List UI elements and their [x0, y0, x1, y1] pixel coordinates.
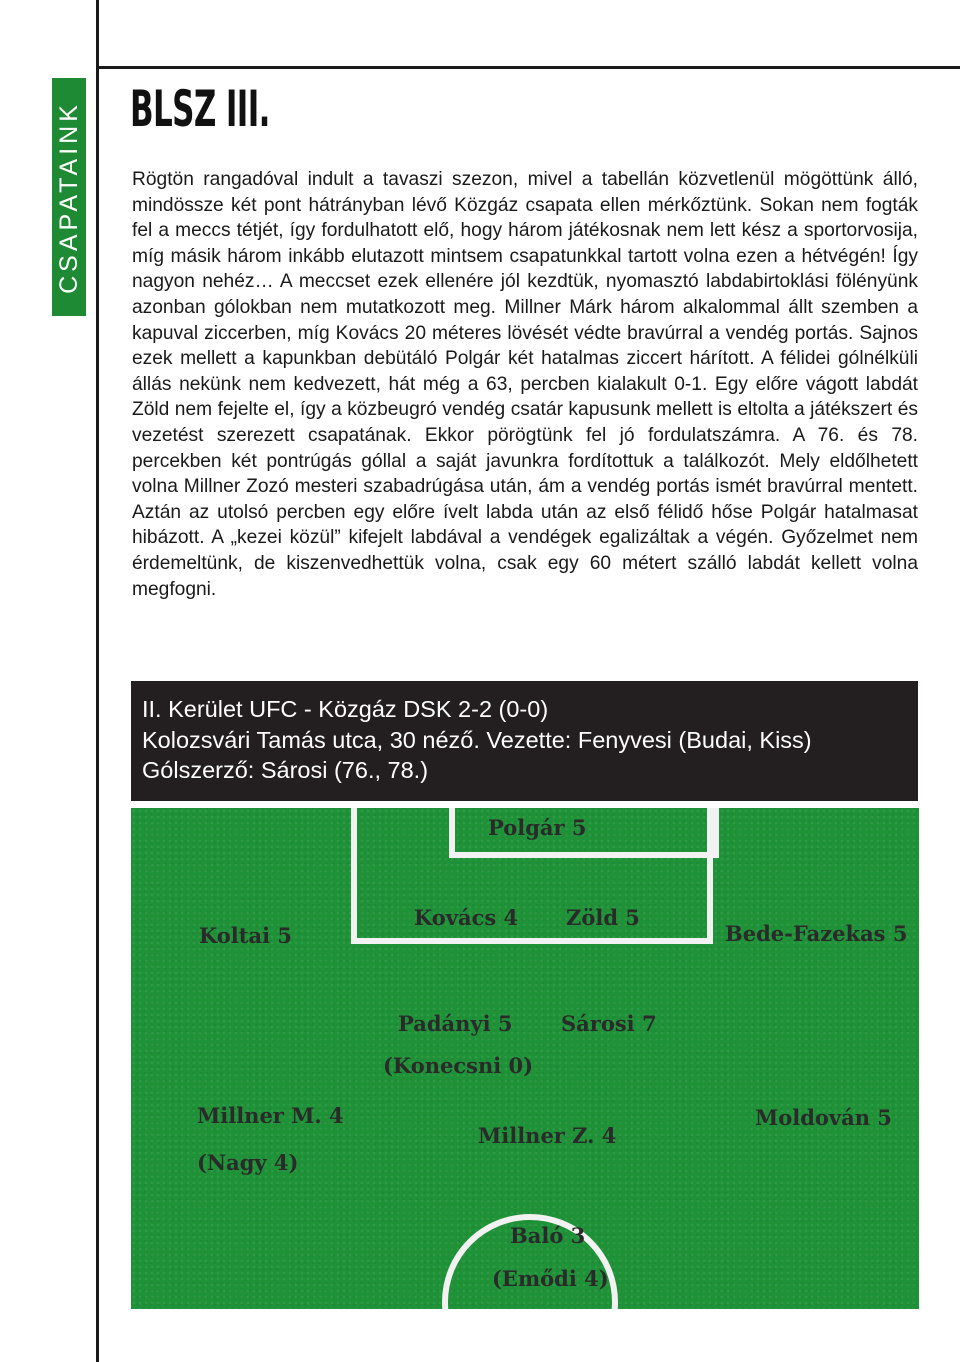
player-right-wing: Moldován 5: [755, 1105, 892, 1130]
article-body: Rögtön rangadóval indult a tavaszi szezon, mivel a tabellán közvetlenül mögöttünk álló, mindössze két pont hátrányban lévő Közgáz csapata ellen mérkőztünk. Sokan nem fogták fel a meccs tétjét, így fordulhatott elő, hogy három játékosnak nem lett kész a sportorvosija, míg másik három inkább elutazott mintsem csapatunkkal tartott volna ezen a hétvégén! Így nagyon nehéz… A meccset ezek ellenére jól kezdtük, nyomasztó labdabirtoklási fölényünk azonban gólokban nem mutatkozott meg. Millner Márk három alkalommal állt szemben a kapuval ziccerben, míg Kovács 20 méteres lövését védte bravúrral a vendég portás. Sajnos ezek mellett a kapunkban debütáló Polgár két hatalmas ziccert hárított. A félidei gólnélküli állás nekünk nem kedvezett, hát még a 63, percben kialakult 0-1. Egy előre vágott labdát Zöld nem fejelte el, így a közbeugró vendég csatár kapusunk mellett is eltolta a játékszert és vezetést szerezett csapatának. Ekkor pörögtünk fel jó fordulatszámra. A 76. és 78. percekben két pontrúgás góllal a saját javunkra fordítottuk a találkozót. Mely eldőlhetett volna Millner Zozó mesteri szabadrúgása után, ám a vendég portás ismét bravúrral mentett. Aztán az utolsó percben egy előre ívelt labda után az első félidő hőse Polgár hatalmasat hibázott. A „kezei közül” kifejelt labdával a vendégek egalizáltak a végén. Győzelmet nem érdemeltünk, de kiszenvedhettük volna, csak egy 60 métert szálló labdát kellett volna megfogni.: [132, 169, 918, 600]
player-center-mid: Millner Z. 4: [478, 1123, 617, 1148]
lineup-pitch: [131, 808, 919, 1309]
player-center-back-2: Zöld 5: [566, 905, 640, 930]
player-striker: Baló 3: [510, 1223, 586, 1248]
player-left-defender: Koltai 5: [199, 923, 292, 948]
match-info-box: [131, 681, 918, 801]
player-left-wing: Millner M. 4: [197, 1103, 344, 1128]
header-rule: [96, 66, 960, 69]
match-venue: Kolozsvári Tamás utca, 30 néző. Vezette: Fenyvesi (Budai, Kiss): [142, 726, 812, 753]
page-title: BLSZ III.: [130, 80, 270, 138]
player-left-wing-sub: (Nagy 4): [197, 1150, 299, 1175]
player-striker-sub: (Emődi 4): [492, 1266, 609, 1291]
vertical-rule: [96, 0, 99, 1362]
player-midfielder-1-sub: (Konecsni 0): [383, 1053, 534, 1078]
match-scorers: Gólszerző: Sárosi (76., 78.): [142, 757, 429, 783]
section-tab-label: CSAPATAINK: [54, 100, 83, 294]
player-midfielder-1: Padányi 5: [398, 1011, 513, 1036]
player-center-back-1: Kovács 4: [414, 905, 519, 930]
section-tab: [52, 78, 86, 316]
player-goalkeeper: Polgár 5: [488, 815, 587, 840]
player-midfielder-2: Sárosi 7: [561, 1011, 657, 1036]
match-result: II. Kerület UFC - Közgáz DSK 2-2 (0-0): [142, 696, 549, 722]
player-right-defender: Bede-Fazekas 5: [725, 921, 908, 946]
